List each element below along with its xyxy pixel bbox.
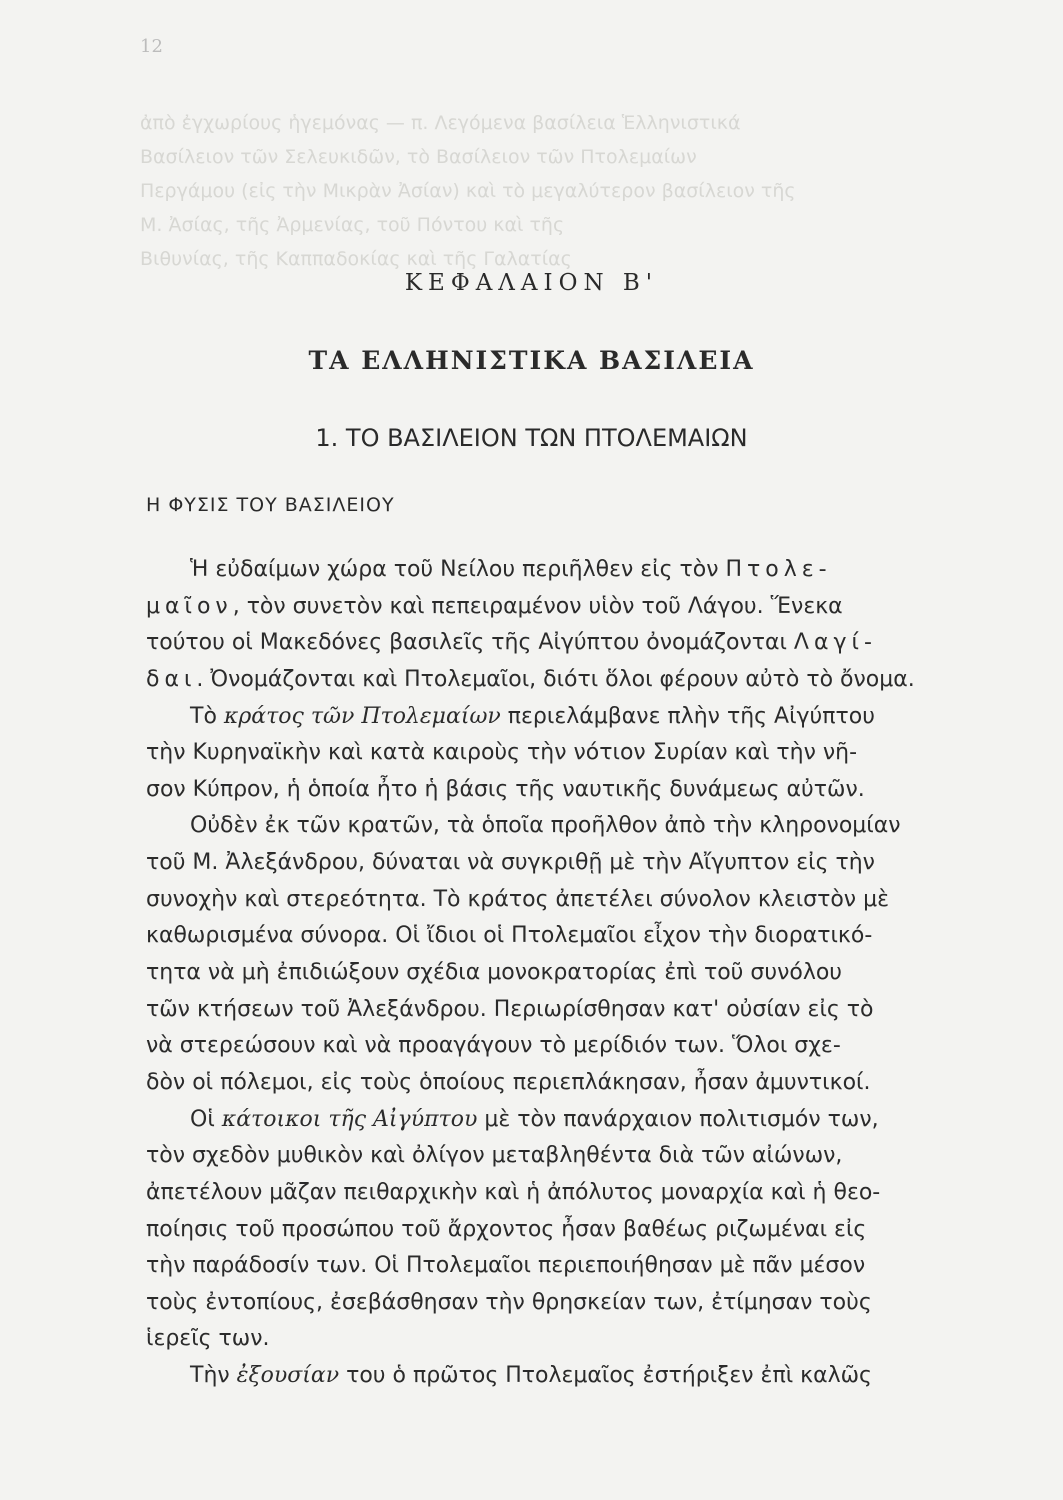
text-line: τὴν Κυρηναϊκὴν καὶ κατὰ καιροὺς τὴν νότιον Συρίαν καὶ τὴν νῆ- — [146, 740, 858, 766]
text-line — [146, 699, 1050, 736]
text-run: Οἱ — [190, 1106, 215, 1132]
text-line — [146, 552, 1050, 589]
text-line — [146, 1102, 1050, 1139]
bleed-through-line: Βασίλειον τῶν Σελευκιδῶν, τὸ Βασίλειον τῶν Πτολεμαίων — [140, 146, 697, 168]
chapter-label: ΚΕΦΑΛΑΙΟΝ Β' — [404, 270, 659, 296]
spaced-name: δαι — [146, 666, 197, 692]
text-run: του ὁ πρῶτος Πτολεμαῖος ἐστήριξεν ἐπὶ καλῶς — [346, 1363, 872, 1389]
text-line: ποίησις τοῦ προσώπου τοῦ ἄρχοντος ἦσαν βαθέως ριζωμέναι εἰς — [146, 1216, 867, 1242]
text-run: μὲ τὸν πανάρχαιον πολιτισμόν των, — [484, 1106, 879, 1132]
text-line: τὸν σχεδὸν μυθικὸν καὶ ὀλίγον μεταβληθέντα διὰ τῶν αἰώνων, — [146, 1143, 843, 1169]
italic-term: κράτος τῶν Πτολεμαίων — [223, 703, 501, 729]
subsection-title: Η ΦΥΣΙΣ ΤΟΥ ΒΑΣΙΛΕΙΟΥ — [146, 494, 395, 516]
text-run: περιελάμβανε πλὴν τῆς Αἰγύπτου — [507, 703, 875, 729]
bleed-through-line: Περγάμου (εἰς τὴν Μικρὰν Ἀσίαν) καὶ τὸ μεγαλύτερον βασίλειον τῆς — [140, 180, 796, 202]
text-line — [146, 1358, 1050, 1395]
text-line: τοῦ Μ. Ἀλεξάνδρου, δύναται νὰ συγκριθῇ μὲ τὴν Αἴγυπτον εἰς τὴν — [146, 850, 875, 876]
text-run: Τὴν — [190, 1363, 230, 1389]
text-line: τὴν παράδοσίν των. Οἱ Πτολεμαῖοι περιεποιήθησαν μὲ πᾶν μέσον — [146, 1253, 866, 1279]
text-line: ἱερεῖς των. — [146, 1326, 270, 1352]
spaced-name: Λαγί- — [793, 630, 877, 656]
text-line: τῶν κτήσεων τοῦ Ἀλεξάνδρου. Περιωρίσθησαν κατ' οὐσίαν εἰς τὸ — [146, 996, 874, 1022]
text-line: Οὐδὲν ἐκ τῶν κρατῶν, τὰ ὁποῖα προῆλθον ἀπὸ τὴν κληρονομίαν — [190, 813, 901, 839]
bleed-through-line: Μ. Ἀσίας, τῆς Ἀρμενίας, τοῦ Πόντου καὶ τῆς — [140, 214, 565, 236]
text-run: τούτου οἱ Μακεδόνες βασιλεῖς τῆς Αἰγύπτου ὀνομάζονται — [146, 630, 787, 656]
text-line — [146, 625, 1006, 662]
text-line: νὰ στερεώσουν καὶ νὰ προαγάγουν τὸ μερίδιόν των. Ὅλοι σχε- — [146, 1033, 841, 1059]
text-line: τητα νὰ μὴ ἐπιδιώξουν σχέδια μονοκρατορίας ἐπὶ τοῦ συνόλου — [146, 960, 843, 986]
bleed-through-line: Βιθυνίας, τῆς Καππαδοκίας καὶ τῆς Γαλατίας — [140, 248, 572, 270]
text-line: δὸν οἱ πόλεμοι, εἰς τοὺς ὁποίους περιεπλάκησαν, ἦσαν ἀμυντικοί. — [146, 1069, 871, 1095]
page-number: 12 — [140, 36, 163, 57]
chapter-title: ΤΑ ΕΛΛΗΝΙΣΤΙΚΑ ΒΑΣΙΛΕΙΑ — [308, 346, 755, 375]
text-run: , τὸν συνετὸν καὶ πεπειραμένον υἱὸν τοῦ Λάγου. Ἕνεκα — [232, 593, 843, 619]
text-run: Τὸ — [190, 703, 217, 729]
section-title: 1. ΤΟ ΒΑΣΙΛΕΙΟΝ ΤΩΝ ΠΤΟΛΕΜΑΙΩΝ — [315, 424, 748, 452]
text-line: τοὺς ἐντοπίους, ἐσεβάσθησαν τὴν θρησκείαν των, ἐτίμησαν τοὺς — [146, 1289, 872, 1315]
text-run: Ἡ εὐδαίμων χώρα τοῦ Νείλου περιῆλθεν εἰς τὸν — [190, 557, 719, 582]
spaced-name: Πτολε- — [725, 557, 832, 582]
text-line: καθωρισμένα σύνορα. Οἱ ἴδιοι οἱ Πτολεμαῖοι εἶχον τὴν διορατικό- — [146, 923, 873, 949]
text-line — [146, 589, 1006, 626]
body-text — [146, 552, 1006, 1395]
text-run: . Ὀνομάζονται καὶ Πτολεμαῖοι, διότι ὅλοι φέρουν αὐτὸ τὸ ὄνομα. — [196, 666, 915, 692]
spaced-name: μαῖον — [146, 593, 233, 619]
text-line: συνοχὴν καὶ στερεότητα. Τὸ κράτος ἀπετέλει σύνολον κλειστὸν μὲ — [146, 886, 889, 912]
text-line: σον Κύπρον, ἡ ὁποία ἦτο ἡ βάσις τῆς ναυτικῆς δυνάμεως αὐτῶν. — [146, 776, 865, 802]
text-line — [146, 662, 1006, 699]
italic-term: ἐξουσίαν — [236, 1363, 340, 1389]
italic-term: κάτοικοι τῆς Αἰγύπτου — [221, 1106, 478, 1132]
bleed-through-line: ἀπὸ ἐγχωρίους ἡγεμόνας — π. Λεγόμενα βασίλεια Ἑλληνιστικά — [140, 112, 741, 134]
text-line: ἀπετέλουν μᾶζαν πειθαρχικὴν καὶ ἡ ἀπόλυτος μοναρχία καὶ ἡ θεο- — [146, 1179, 881, 1205]
